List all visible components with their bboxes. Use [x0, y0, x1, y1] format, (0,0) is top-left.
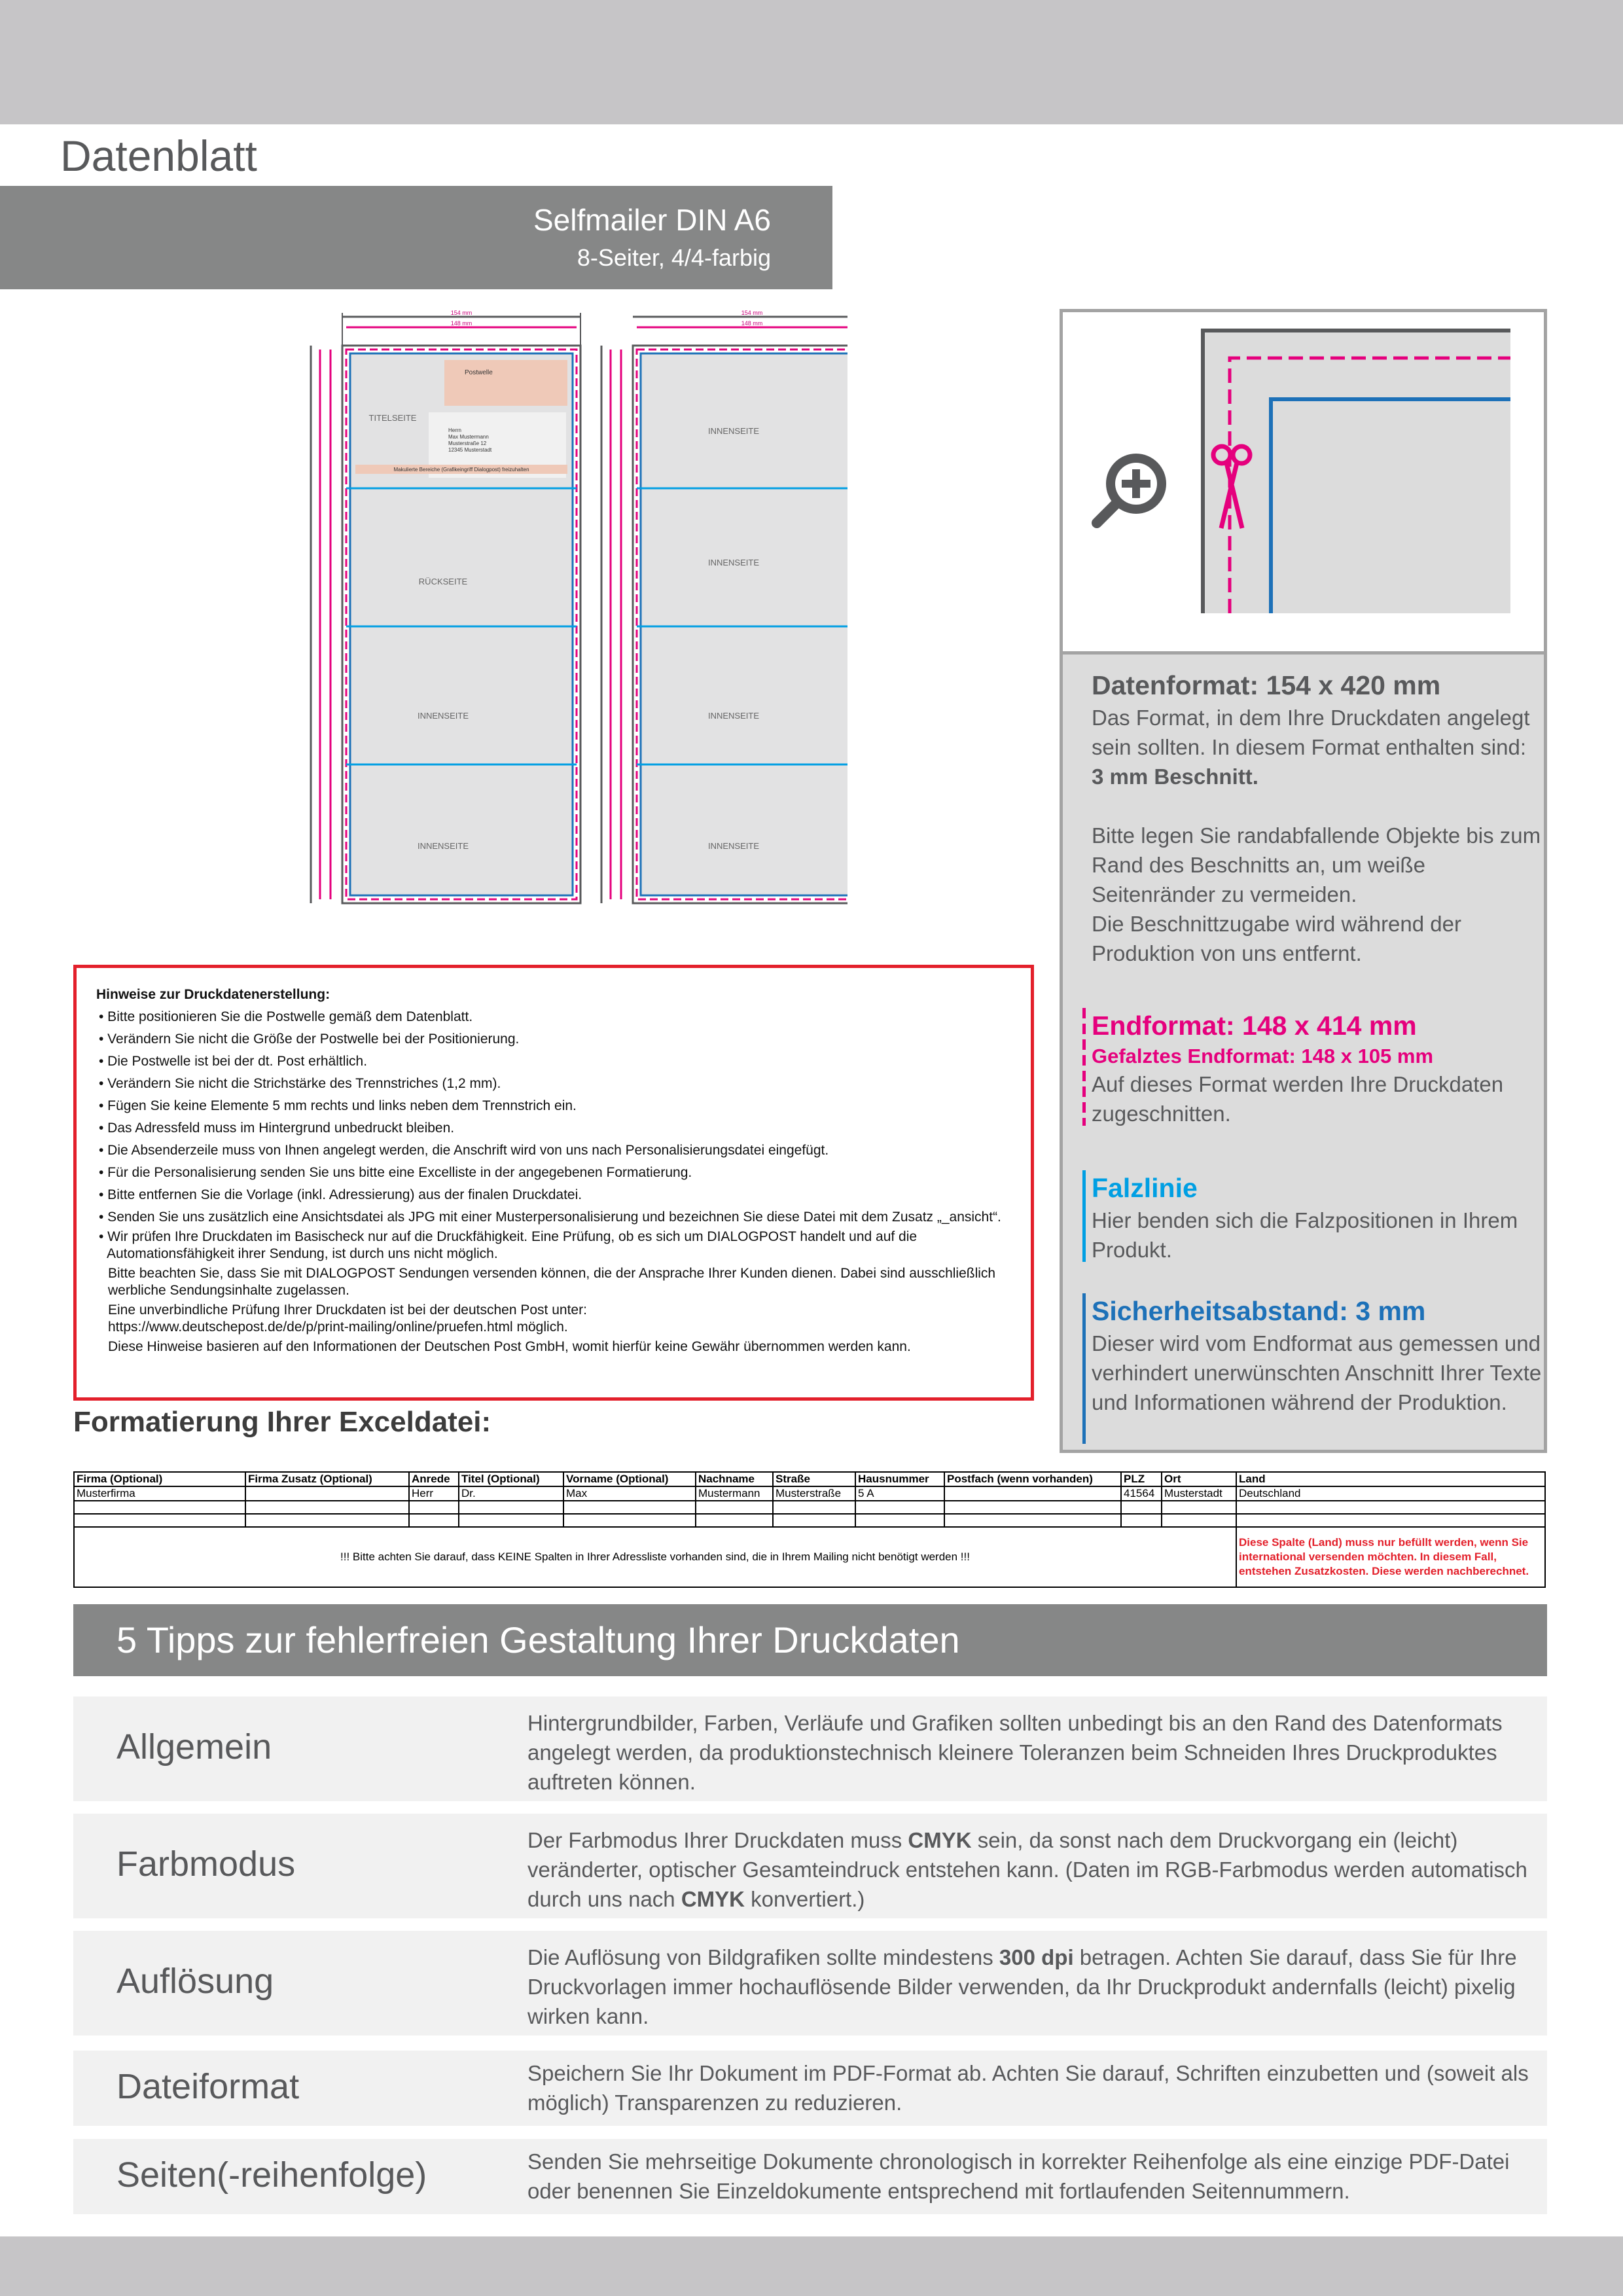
excel-header-cell: Anrede [409, 1472, 459, 1486]
excel-header-cell: Straße [773, 1472, 855, 1486]
left-panel-3: INNENSEITE [417, 711, 469, 721]
hinweis-para: Bitte beachten Sie, dass Sie mit DIALOGPOST Sendungen versenden können, die der Ansprache Ihrer Kunden dienen. Dabei sind ausschließlich werbliche Sendungsinhalte zugelassen. [108, 1266, 996, 1298]
product-variant: 8-Seiter, 4/4-farbig [577, 244, 771, 271]
tip-label: Dateiformat [116, 2067, 300, 2106]
tip-dateiformat [73, 2051, 1547, 2126]
product-header [0, 186, 832, 289]
sicherheit-block [1092, 1293, 1543, 1417]
datenformat-bold: 3 mm Beschnitt. [1092, 764, 1258, 789]
falz-block [1092, 1170, 1543, 1265]
excel-cell [944, 1486, 1121, 1501]
tip-label: Auflösung [116, 1962, 274, 2001]
postwelle [444, 360, 567, 406]
address-line-2: Max Mustermann [448, 434, 489, 440]
excel-cell: Dr. [459, 1486, 563, 1501]
excel-cell: Herr [409, 1486, 459, 1501]
endformat-block [1092, 1008, 1543, 1128]
endformat-sub: Gefalztes Endformat: 148 x 105 mm [1092, 1045, 1434, 1067]
dim-width-inner-right: 148 mm [741, 320, 763, 327]
hinweis-item: • Bitte entfernen Sie die Vorlage (inkl. Adressierung) aus der finalen Druckdatei. [99, 1187, 582, 1202]
tip-seitenreihenfolge [73, 2139, 1547, 2214]
excel-cell: 5 A [855, 1486, 944, 1501]
hinweis-link[interactable]: https://www.deutschepost.de/de/p/print-mailing/online/pruefen.html möglich. [108, 1319, 568, 1335]
excel-cell: Max [563, 1486, 696, 1501]
excel-header-cell: Vorname (Optional) [563, 1472, 696, 1486]
tip-label: Allgemein [116, 1727, 272, 1767]
excel-cell [245, 1486, 409, 1501]
hinweis-item: • Fügen Sie keine Elemente 5 mm rechts und links neben dem Trennstrich ein. [99, 1098, 577, 1113]
datenformat-text: Das Format, in dem Ihre Druckdaten angelegt sein sollten. In diesem Format enthalten sind: [1092, 706, 1530, 759]
excel-empty-row [74, 1501, 1545, 1514]
datenformat-text3: Die Beschnittzugabe wird während der Produktion von uns entfernt. [1092, 912, 1461, 965]
excel-header-cell: Ort [1162, 1472, 1236, 1486]
left-panel-4: INNENSEITE [417, 841, 469, 851]
right-sheet [601, 310, 847, 903]
left-panel-1: TITELSEITE [368, 413, 417, 423]
address-note: Makulierte Bereiche (Grafikeingriff Dialogpost) freizuhalten [393, 467, 529, 473]
address-line-4: 12345 Musterstadt [448, 447, 492, 453]
excel-cell: Musterstraße [773, 1486, 855, 1501]
page-title: Datenblatt [0, 126, 326, 186]
excel-cell: Musterfirma [74, 1486, 245, 1501]
hinweis-para: Diese Hinweise basieren auf den Informationen der Deutschen Post GmbH, womit hierfür keine Gewähr übernommen werden kann. [108, 1339, 911, 1354]
excel-empty-row [74, 1514, 1545, 1527]
hinweis-item: • Senden Sie uns zusätzlich eine Ansichtsdatei als JPG mit einer Musterpersonalisierung und bezeichnen Sie diese Datei mit dem Zusatz „_ansicht“. [99, 1210, 1001, 1225]
right-panel-2: INNENSEITE [707, 558, 760, 567]
hinweis-item: • Verändern Sie nicht die Größe der Postwelle bei der Positionierung. [99, 1031, 520, 1047]
excel-header-cell: Hausnummer [855, 1472, 944, 1486]
hinweis-item: • Wir prüfen Ihre Druckdaten im Basischeck nur auf die Druckfähigkeit. Eine Prüfung, ob es sich um DIALOGPOST handelt und auf die Automationsfähigkeit ihrer Sendung, ist durch uns nicht möglich. [99, 1229, 918, 1261]
tips-title: 5 Tipps zur fehlerfreien Gestaltung Ihrer Druckdaten [73, 1604, 1547, 1676]
endformat-title: Endformat: 148 x 414 mm [1092, 1011, 1417, 1041]
excel-header-cell: Postfach (wenn vorhanden) [944, 1472, 1121, 1486]
hinweis-item: • Die Absenderzeile muss von Ihnen angelegt werden, die Anschrift wird von uns nach Personalisierungsdatei eingefügt. [99, 1143, 829, 1158]
tip-allgemein [73, 1696, 1547, 1801]
endformat-text: Auf dieses Format werden Ihre Druckdaten zugeschnitten. [1092, 1072, 1504, 1126]
excel-header-cell: Firma (Optional) [74, 1472, 245, 1486]
top-band [0, 0, 1623, 124]
tip-text: Hintergrundbilder, Farben, Verläufe und Grafiken sollten unbedingt bis an den Rand des Datenformats angelegt werden, da produktionstechnisch kleinere Toleranzen beim Schneiden Ihres Druckproduktes auftreten können. [527, 1711, 1503, 1794]
dim-width-outer-right: 154 mm [741, 310, 763, 316]
right-panel-1: INNENSEITE [707, 426, 760, 436]
excel-note-row [74, 1527, 1545, 1587]
format-diagram [298, 308, 847, 910]
hinweis-item: • Für die Personalisierung senden Sie uns bitte eine Excelliste in der angegebenen Formatierung. [99, 1165, 692, 1180]
hinweise-box [73, 965, 1034, 1401]
falz-text: Hier benden sich die Falzpositionen in Ihrem Produkt. [1092, 1208, 1518, 1262]
excel-header-row [74, 1472, 1545, 1486]
zoom-detail [1060, 309, 1547, 655]
magnifier-plus-icon [1097, 454, 1166, 523]
hinweis-para: Eine unverbindliche Prüfung Ihrer Druckdaten ist bei der deutschen Post unter: [108, 1302, 587, 1318]
excel-cell: Deutschland [1236, 1486, 1545, 1501]
tip-aufloesung [73, 1931, 1547, 2036]
excel-header-cell: Titel (Optional) [459, 1472, 563, 1486]
address-line-1: Herrn [448, 427, 462, 433]
bottom-band [0, 2236, 1623, 2296]
sicherheit-text: Dieser wird vom Endformat aus gemessen und verhindert unerwünschten Anschnitt Ihrer Texte und Informationen während der Produktion. [1092, 1331, 1542, 1414]
excel-title: Formatierung Ihrer Exceldatei: [73, 1406, 491, 1438]
tip-farbmodus [73, 1814, 1547, 1918]
excel-header-cell: Firma Zusatz (Optional) [245, 1472, 409, 1486]
excel-header-cell: Nachname [696, 1472, 773, 1486]
excel-example-row [74, 1486, 1545, 1501]
excel-header-cell: PLZ [1121, 1472, 1162, 1486]
excel-cell: 41564 [1121, 1486, 1162, 1501]
tip-text: Senden Sie mehrseitige Dokumente chronologisch in korrekter Reihenfolge als eine einzige PDF-Datei oder benennen Sie Einzeldokumente entsprechend mit fortlaufenden Seitennummern. [527, 2149, 1510, 2203]
excel-cell: Musterstadt [1162, 1486, 1236, 1501]
hinweis-item: • Die Postwelle ist bei der dt. Post erhältlich. [99, 1054, 368, 1069]
tip-text: Der Farbmodus Ihrer Druckdaten muss CMYK sein, da sonst nach dem Druckvorgang ein (leicht) veränderter, optischer Gesamteindruck entstehen kann. (Daten im RGB-Farbmodus werden automatisch durch uns nach CMYK konvertiert.) [527, 1828, 1527, 1911]
hinweise-title: Hinweise zur Druckdatenerstellung: [96, 987, 330, 1002]
datenformat-title: Datenformat: 154 x 420 mm [1092, 670, 1441, 700]
hinweis-item: • Bitte positionieren Sie die Postwelle gemäß dem Datenblatt. [99, 1009, 473, 1024]
right-panel-3: INNENSEITE [707, 711, 760, 721]
address-line-3: Musterstraße 12 [448, 440, 487, 446]
excel-red-note: Diese Spalte (Land) muss nur befüllt werden, wenn Sie international versenden möchten. In diesem Fall, entstehen Zusatzkosten. Diese werden nachberechnet. [1236, 1527, 1545, 1587]
tip-text: Speichern Sie Ihr Dokument im PDF-Format ab. Achten Sie darauf, Schriften einzubetten und (soweit als möglich) Transparenzen zu reduzieren. [527, 2061, 1529, 2115]
hinweis-item: • Das Adressfeld muss im Hintergrund unbedruckt bleiben. [99, 1121, 455, 1136]
dim-width-inner: 148 mm [450, 320, 473, 327]
dim-width-outer: 154 mm [450, 310, 473, 316]
right-panel-4: INNENSEITE [707, 841, 760, 851]
datenformat-text2: Bitte legen Sie randabfallende Objekte bis zum Rand des Beschnitts an, um weiße Seitenränder zu vermeiden. [1092, 823, 1541, 906]
hinweis-item: • Verändern Sie nicht die Strichstärke des Trennstriches (1,2 mm). [99, 1076, 501, 1091]
product-name: Selfmailer DIN A6 [533, 203, 771, 237]
tip-label: Farbmodus [116, 1844, 296, 1884]
falz-title: Falzlinie [1092, 1173, 1198, 1203]
tip-text: Die Auflösung von Bildgrafiken sollte mindestens 300 dpi betragen. Achten Sie darauf, dass Sie für Ihre Druckvorlagen immer hochauflösende Bilder verwenden, da Ihr Druckprodukt andernfalls (leicht) pixelig wirken kann. [527, 1945, 1517, 2028]
left-sheet [311, 310, 580, 903]
zoom-illustration [1063, 312, 1544, 651]
postwelle-label: Postwelle [465, 369, 493, 376]
datenformat-block [1092, 668, 1543, 968]
excel-note: !!! Bitte achten Sie darauf, dass KEINE Spalten in Ihrer Adressliste vorhanden sind, die in Ihrem Mailing nicht benötigt werden !!! [74, 1527, 1236, 1587]
tip-label: Seiten(-reihenfolge) [116, 2155, 427, 2195]
sicherheit-title: Sicherheitsabstand: 3 mm [1092, 1296, 1426, 1326]
excel-cell: Mustermann [696, 1486, 773, 1501]
excel-header-cell: Land [1236, 1472, 1545, 1486]
left-panel-2: RÜCKSEITE [418, 577, 468, 586]
excel-table [73, 1471, 1546, 1588]
